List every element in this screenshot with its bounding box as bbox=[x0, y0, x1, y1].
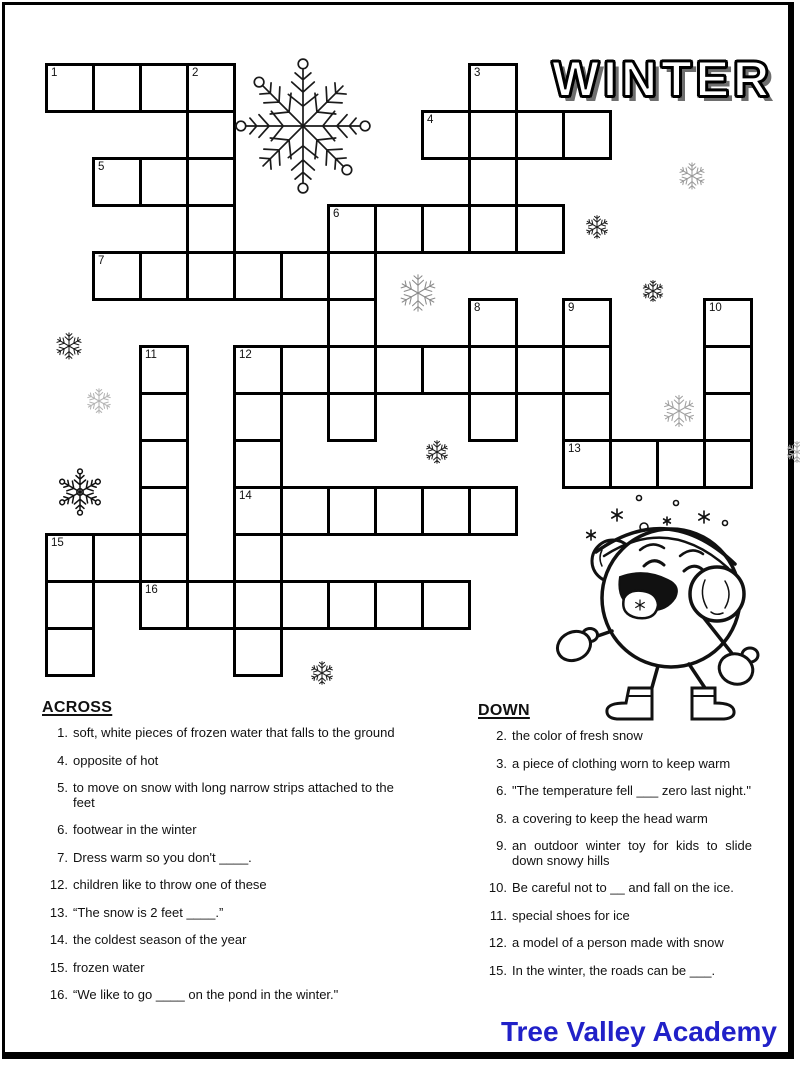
crossword-cell[interactable] bbox=[374, 204, 424, 254]
crossword-cell[interactable] bbox=[327, 486, 377, 536]
clue-text: a covering to keep the head warm bbox=[512, 810, 708, 826]
clue-text: opposite of hot bbox=[73, 752, 159, 768]
down-clue bbox=[478, 909, 768, 924]
down-clue bbox=[478, 881, 768, 896]
page-title: WINTER bbox=[551, 51, 774, 107]
clue-text: soft, white pieces of frozen water that falls to the ground bbox=[73, 725, 395, 740]
crossword-cell[interactable] bbox=[327, 392, 377, 442]
clue-text: “The snow is 2 feet ____.” bbox=[73, 904, 224, 920]
cell-number: 14 bbox=[239, 490, 252, 502]
crossword-cell[interactable] bbox=[139, 157, 189, 207]
across-clue bbox=[42, 823, 442, 838]
crossword-cell[interactable] bbox=[280, 251, 330, 301]
across-clue bbox=[42, 906, 442, 921]
crossword-cell[interactable] bbox=[233, 533, 283, 583]
across-clue bbox=[42, 851, 442, 866]
clue-text: the color of fresh snow bbox=[512, 728, 643, 743]
cell-number: 13 bbox=[568, 443, 581, 455]
mitten-left bbox=[553, 626, 598, 666]
crossword-cell[interactable] bbox=[139, 439, 189, 489]
crossword-cell[interactable] bbox=[374, 486, 424, 536]
clue-number: 3. bbox=[496, 755, 507, 771]
crossword-cell[interactable] bbox=[703, 439, 753, 489]
down-clue bbox=[478, 812, 768, 827]
crossword-cell[interactable] bbox=[233, 251, 283, 301]
clue-number: 6. bbox=[57, 822, 68, 837]
crossword-cell[interactable] bbox=[139, 486, 189, 536]
crossword-cell[interactable] bbox=[280, 580, 330, 630]
crossword-cell[interactable] bbox=[562, 392, 612, 442]
cell-number: 8 bbox=[474, 302, 481, 314]
clue-text: the coldest season of the year bbox=[73, 932, 247, 947]
down-clue bbox=[478, 936, 768, 951]
crossword-cell[interactable] bbox=[186, 204, 236, 254]
clue-text: Dress warm so you don't ____. bbox=[73, 849, 252, 865]
crossword-cell[interactable] bbox=[515, 345, 565, 395]
clue-number: 15. bbox=[49, 959, 68, 975]
crossword-cell[interactable] bbox=[421, 204, 471, 254]
crossword-cell[interactable] bbox=[280, 345, 330, 395]
brand-text: Tree Valley Academy bbox=[500, 1016, 777, 1047]
crossword-cell[interactable] bbox=[280, 486, 330, 536]
clue-number: 5. bbox=[57, 780, 68, 795]
down-clue bbox=[478, 839, 768, 868]
across-heading: ACROSS bbox=[42, 699, 113, 716]
crossword-cell[interactable] bbox=[421, 580, 471, 630]
across-clues-section bbox=[42, 699, 442, 1016]
crossword-cell[interactable] bbox=[468, 392, 518, 442]
down-heading: DOWN bbox=[478, 702, 530, 719]
down-clue-list bbox=[478, 729, 768, 978]
down-clue bbox=[478, 964, 768, 979]
crossword-cell[interactable] bbox=[703, 345, 753, 395]
cell-number: 1 bbox=[51, 67, 58, 79]
across-clue bbox=[42, 726, 442, 741]
across-clue-list bbox=[42, 726, 442, 1003]
crossword-cell[interactable] bbox=[327, 345, 377, 395]
clue-text: a piece of clothing worn to keep warm bbox=[512, 755, 731, 771]
crossword-cell[interactable] bbox=[186, 580, 236, 630]
crossword-cell[interactable] bbox=[186, 157, 236, 207]
crossword-cell[interactable] bbox=[186, 251, 236, 301]
cell-number: 5 bbox=[98, 161, 105, 173]
clue-text: special shoes for ice bbox=[512, 907, 630, 923]
clue-number: 8. bbox=[496, 810, 507, 826]
crossword-cell[interactable] bbox=[421, 345, 471, 395]
clue-number: 1. bbox=[57, 725, 68, 740]
clue-number: 15. bbox=[488, 962, 507, 978]
clue-number: 9. bbox=[496, 838, 507, 853]
cell-number: 7 bbox=[98, 255, 105, 267]
crossword-cell[interactable] bbox=[515, 204, 565, 254]
crossword-cell[interactable] bbox=[92, 533, 142, 583]
crossword-cell[interactable] bbox=[703, 392, 753, 442]
clue-text: Be careful not to __ and fall on the ice. bbox=[512, 880, 734, 895]
crossword-cell[interactable] bbox=[515, 110, 565, 160]
crossword-cell[interactable] bbox=[186, 110, 236, 160]
crossword-cell[interactable] bbox=[233, 580, 283, 630]
earmuff-right bbox=[690, 567, 744, 621]
crossword-cell[interactable] bbox=[468, 345, 518, 395]
cell-number: 2 bbox=[192, 67, 199, 79]
cell-number: 15 bbox=[51, 537, 64, 549]
down-clue bbox=[478, 729, 768, 744]
crossword-cell[interactable] bbox=[421, 486, 471, 536]
cell-number: 3 bbox=[474, 67, 481, 79]
across-clue bbox=[42, 933, 442, 948]
clue-number: 10. bbox=[488, 880, 507, 895]
across-clue bbox=[42, 961, 442, 976]
crossword-cell[interactable] bbox=[562, 110, 612, 160]
clue-number: 7. bbox=[57, 849, 68, 865]
crossword-cell[interactable] bbox=[374, 580, 424, 630]
across-clue bbox=[42, 988, 442, 1003]
crossword-cell[interactable] bbox=[468, 110, 518, 160]
down-clues-section bbox=[478, 702, 768, 991]
crossword-cell[interactable] bbox=[139, 533, 189, 583]
across-clue bbox=[42, 781, 442, 810]
cell-number: 16 bbox=[145, 584, 158, 596]
across-clue bbox=[42, 754, 442, 769]
crossword-cell[interactable] bbox=[609, 439, 659, 489]
crossword-cell[interactable] bbox=[562, 345, 612, 395]
cell-number: 11 bbox=[145, 349, 157, 361]
cell-number: 12 bbox=[239, 349, 252, 361]
crossword-cell[interactable] bbox=[327, 298, 377, 348]
crossword-cell[interactable] bbox=[374, 345, 424, 395]
clue-text: frozen water bbox=[73, 959, 145, 975]
crossword-cell[interactable] bbox=[139, 63, 189, 113]
crossword-cell[interactable] bbox=[139, 392, 189, 442]
clue-number: 16. bbox=[49, 987, 68, 1002]
clue-number: 12. bbox=[49, 877, 68, 892]
clue-text: children like to throw one of these bbox=[73, 877, 267, 892]
crossword-cell[interactable] bbox=[45, 627, 95, 677]
cell-number: 4 bbox=[427, 114, 434, 126]
clue-number: 13. bbox=[49, 904, 68, 920]
clue-text: footwear in the winter bbox=[73, 822, 197, 837]
clue-text: a model of a person made with snow bbox=[512, 935, 724, 950]
down-clue bbox=[478, 784, 768, 799]
cell-number: 10 bbox=[709, 302, 722, 314]
crossword-cell[interactable] bbox=[656, 439, 706, 489]
cell-number: 9 bbox=[568, 302, 575, 314]
crossword-cell[interactable] bbox=[468, 486, 518, 536]
clue-number: 6. bbox=[496, 783, 507, 798]
crossword-cell[interactable] bbox=[233, 627, 283, 677]
clue-number: 14. bbox=[49, 932, 68, 947]
clue-number: 11. bbox=[489, 907, 507, 923]
clue-text: "The temperature fell ___ zero last night." bbox=[512, 783, 752, 798]
crossword-cell[interactable] bbox=[45, 580, 95, 630]
clue-text: “We like to go ____ on the pond in the winter." bbox=[73, 987, 339, 1002]
crossword-cell[interactable] bbox=[327, 251, 377, 301]
clue-text: In the winter, the roads can be ___. bbox=[512, 962, 716, 978]
crossword-cell[interactable] bbox=[233, 392, 283, 442]
mitten-right bbox=[715, 648, 758, 689]
clue-text: an outdoor winter toy for kids to slide down snowy hills bbox=[512, 838, 752, 868]
clue-number: 4. bbox=[57, 752, 68, 768]
crossword-cell[interactable] bbox=[327, 580, 377, 630]
clue-text: to move on snow with long narrow strips attached to the feet bbox=[73, 780, 394, 810]
crossword-cell[interactable] bbox=[139, 251, 189, 301]
across-clue bbox=[42, 878, 442, 893]
crossword-cell[interactable] bbox=[468, 204, 518, 254]
clue-number: 2. bbox=[496, 728, 507, 743]
crossword-cell[interactable] bbox=[468, 157, 518, 207]
crossword-cell[interactable] bbox=[92, 63, 142, 113]
crossword-cell[interactable] bbox=[233, 439, 283, 489]
down-clue bbox=[478, 757, 768, 772]
clue-number: 12. bbox=[488, 935, 507, 950]
cell-number: 6 bbox=[333, 208, 340, 220]
